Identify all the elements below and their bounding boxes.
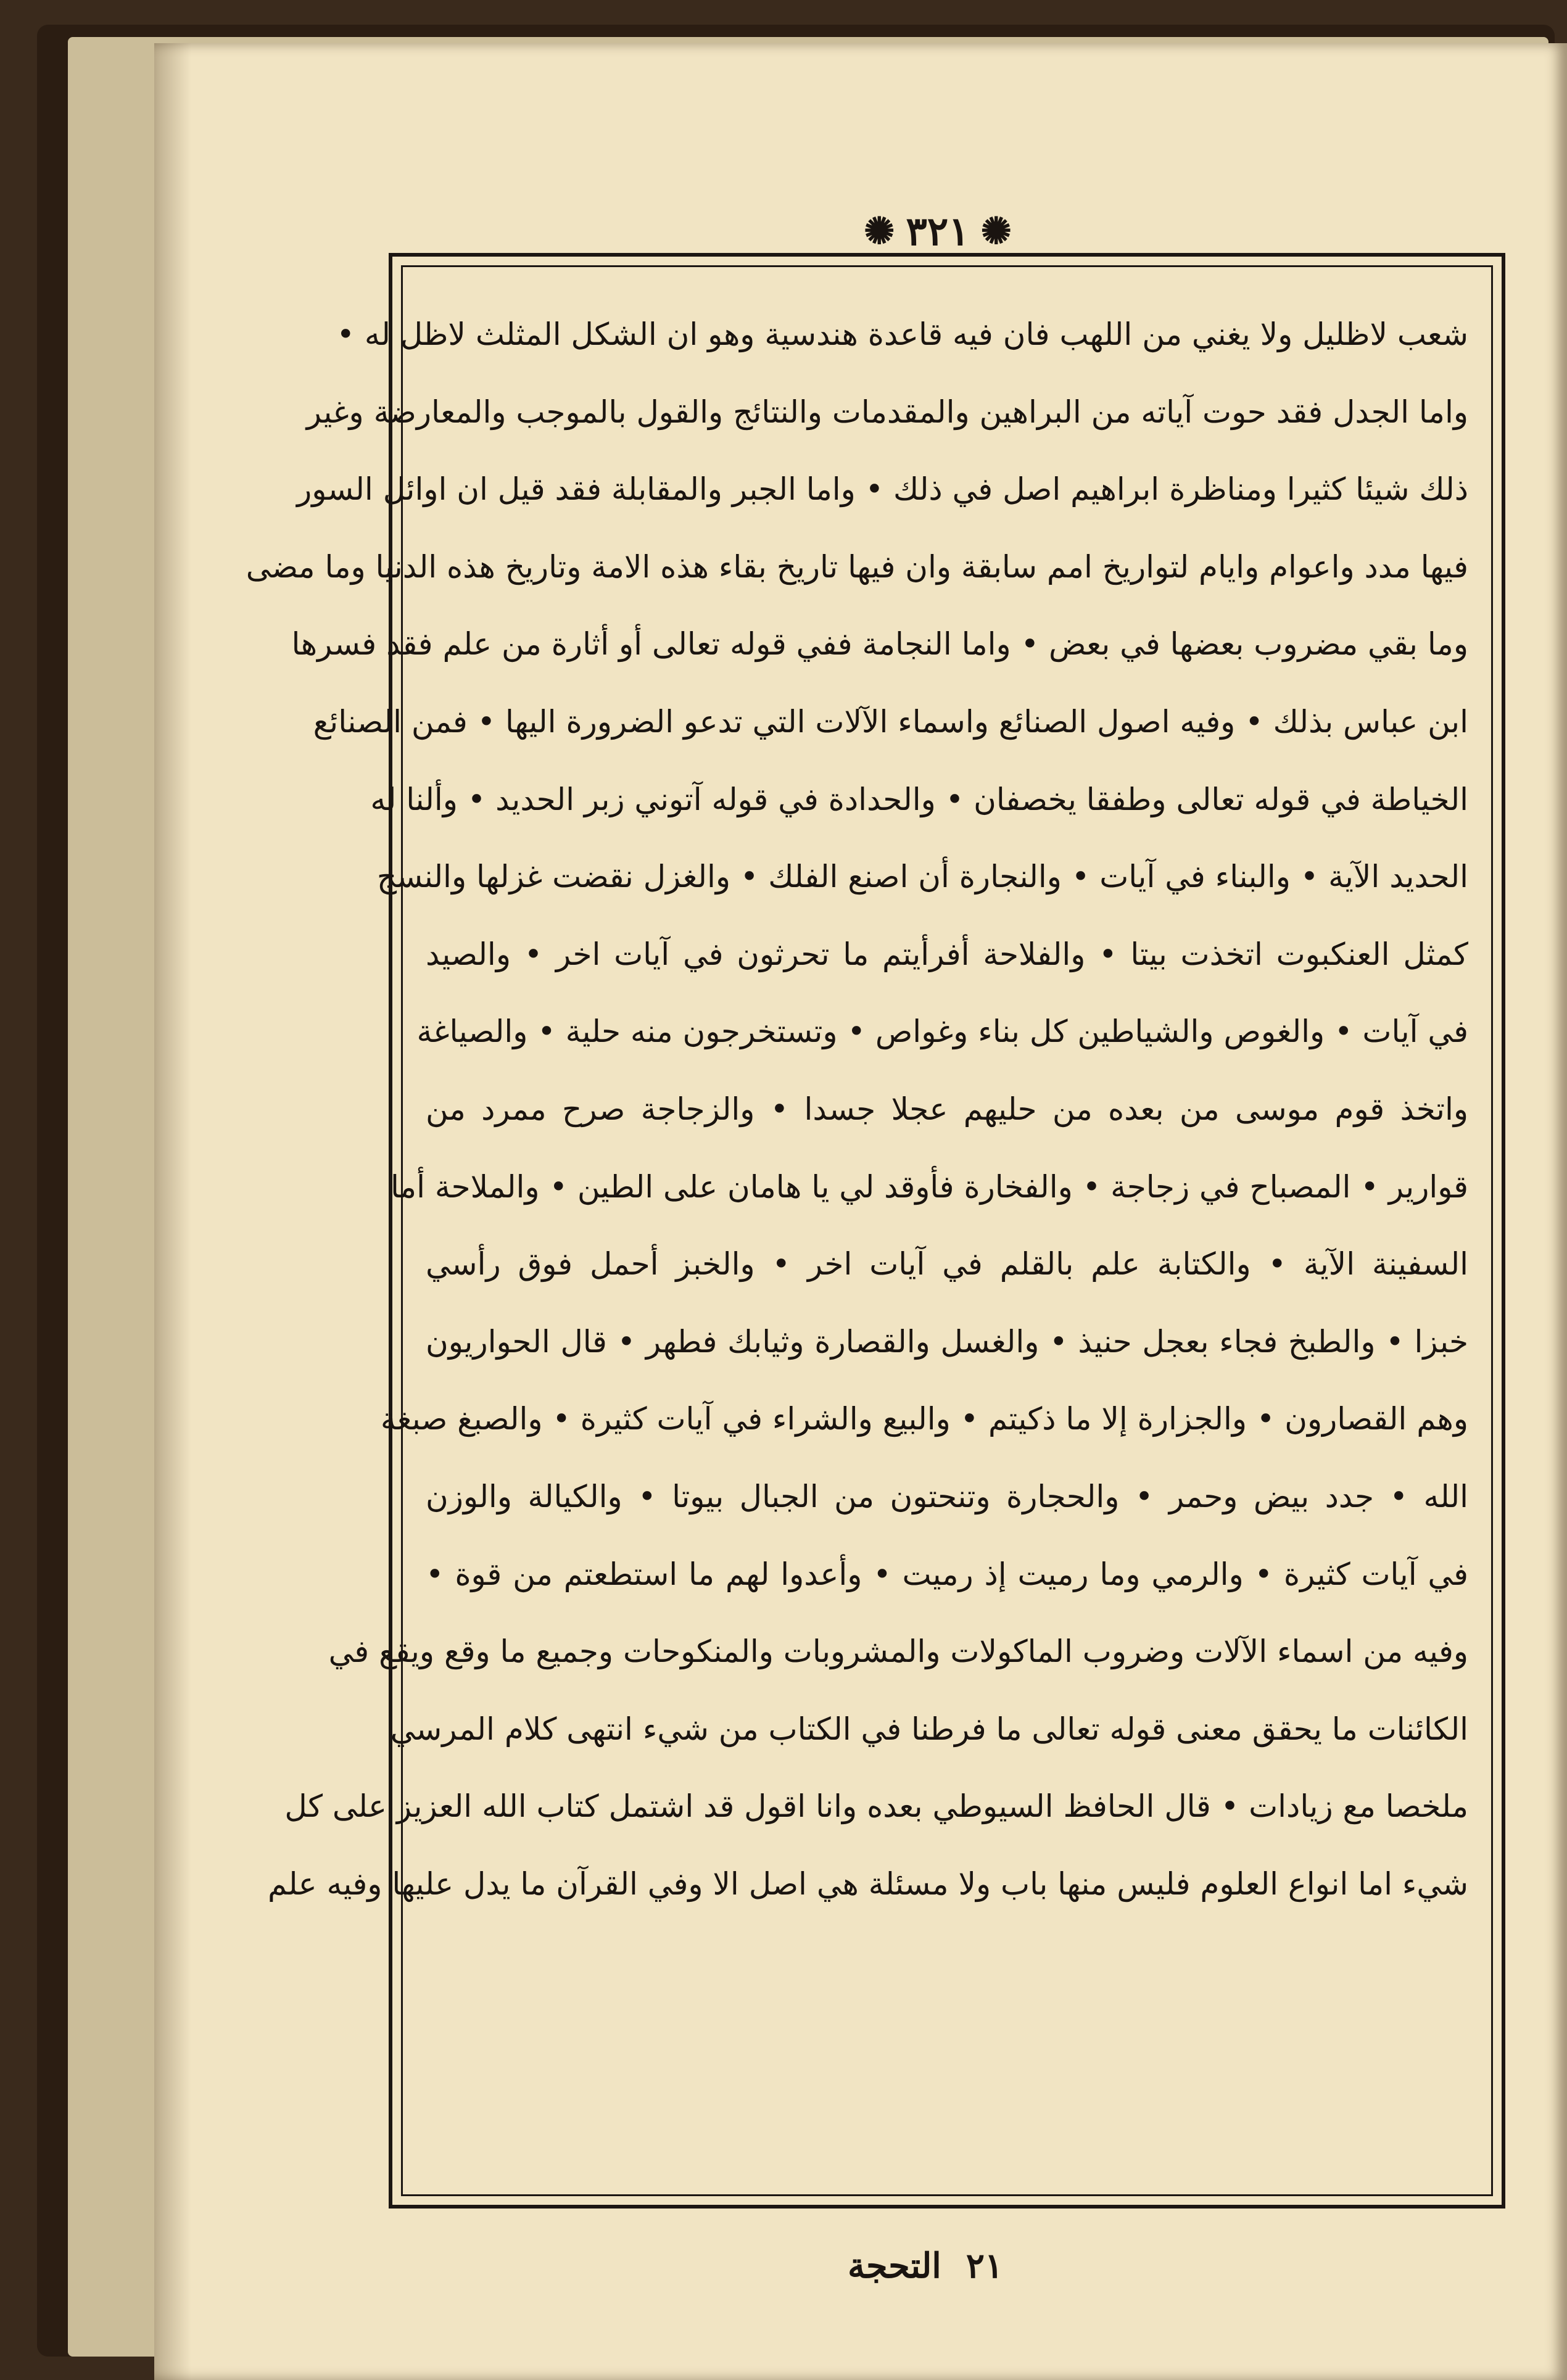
gutter-shadow xyxy=(154,43,191,2380)
page-header xyxy=(845,204,1030,259)
text-line: شعب لاظليل ولا يغني من اللهب فان فيه قاعدة هندسية وهو ان الشكل المثلث لاظل له • xyxy=(336,316,1468,352)
text-line: في آيات كثيرة • والرمي وما رميت إذ رميت • وأعدوا لهم ما استطعتم من قوة • xyxy=(426,1556,1468,1592)
text-line: السفينة الآية • والكتابة علم بالقلم في آيات اخر • والخبز أحمل فوق رأسي xyxy=(426,1246,1468,1283)
ornament-icon: ✺ xyxy=(864,210,895,253)
page-footer xyxy=(802,2246,1049,2295)
text-line: ملخصا مع زيادات • قال الحافظ السيوطي بعده وانا اقول قد اشتمل كتاب الله العزيز على كل xyxy=(284,1788,1468,1825)
text-line: فيها مدد واعوام وايام لتواريخ امم سابقة وان فيها تاريخ بقاء هذه الامة وتاريخ هذه الدنيا وما مضى xyxy=(246,548,1468,585)
text-line: الحديد الآية • والبناء في آيات • والنجارة أن اصنع الفلك • والغزل نقضت غزلها والنسج xyxy=(376,859,1468,895)
signature-word: التحجة xyxy=(848,2246,941,2286)
page-number: ٣٢١ xyxy=(906,208,970,255)
text-line: واما الجدل فقد حوت آياته من البراهين والمقدمات والنتائج والقول بالموجب والمعارضة وغير xyxy=(306,394,1468,430)
text-line: ذلك شيئا كثيرا ومناظرة ابراهيم اصل في ذلك • واما الجبر والمقابلة فقد قيل ان اوائل السور xyxy=(297,471,1468,508)
text-line: شيء اما انواع العلوم فليس منها باب ولا مسئلة هي اصل الا وفي القرآن ما يدل عليها وفيه علم xyxy=(267,1866,1468,1902)
text-line: في آيات • والغوص والشياطين كل بناء وغواص • وتستخرجون منه حلية • والصياغة xyxy=(416,1014,1468,1050)
text-line: قوارير • المصباح في زجاجة • والفخارة فأوقد لي يا هامان على الطين • والملاحة أما xyxy=(391,1168,1468,1205)
text-line: الله • جدد بيض وحمر • والحجارة وتنحتون من الجبال بيوتا • والكيالة والوزن xyxy=(426,1478,1468,1514)
text-line: ابن عباس بذلك • وفيه اصول الصنائع واسماء الآلات التي تدعو الضرورة اليها • فمن الصنائع xyxy=(313,703,1468,740)
ornament-icon: ✺ xyxy=(980,210,1012,253)
body-text xyxy=(246,296,1468,2178)
text-line: كمثل العنكبوت اتخذت بيتا • والفلاحة أفرأيتم ما تحرثون في آيات اخر • والصيد xyxy=(426,936,1468,972)
text-line: وفيه من اسماء الآلات وضروب الماكولات والمشروبات والمنكوحات وجميع ما وقع ويقع في xyxy=(328,1634,1468,1670)
text-line: وهم القصارون • والجزارة إلا ما ذكيتم • والبيع والشراء في آيات كثيرة • والصبغ صبغة xyxy=(380,1401,1468,1437)
text-line: الكائنات ما يحقق معنى قوله تعالى ما فرطنا في الكتاب من شيء انتهى كلام المرسي xyxy=(390,1711,1468,1747)
text-line: واتخذ قوم موسى من بعده من حليهم عجلا جسدا • والزجاجة صرح ممرد من xyxy=(426,1091,1468,1127)
text-line: خبزا • والطبخ فجاء بعجل حنيذ • والغسل والقصارة وثيابك فطهر • قال الحواريون xyxy=(426,1323,1468,1360)
signature-number: ٢١ xyxy=(965,2246,1003,2286)
text-line: وما بقي مضروب بعضها في بعض • واما النجامة ففي قوله تعالى أو أثارة من علم فقد فسرها xyxy=(291,626,1468,663)
text-line: الخياطة في قوله تعالى وطفقا يخصفان • والحدادة في قوله آتوني زبر الحديد • وألنا له xyxy=(370,781,1468,817)
